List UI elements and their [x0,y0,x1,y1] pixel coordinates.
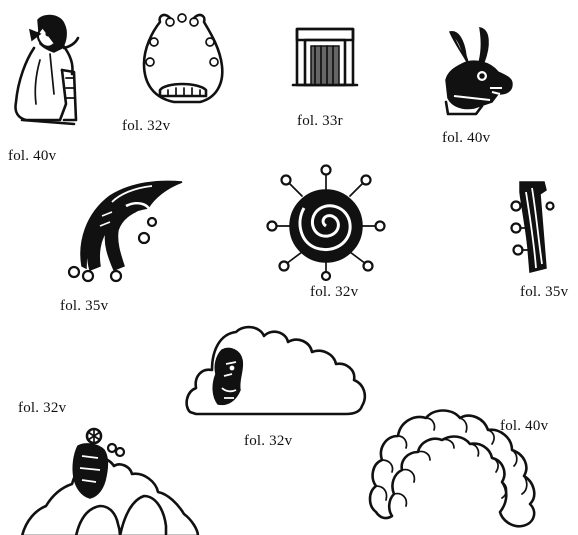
caption-puffy-arch: fol. 40v [500,418,549,434]
caption-cloud-mountain-face: fol. 32v [244,433,293,449]
caption-left-mountain: fol. 32v [18,400,67,416]
caption-rabbit-head: fol. 40v [442,130,491,146]
framed-box-glyph [290,24,362,92]
rabbit-head-glyph [432,22,522,122]
spiral-fan-glyph [56,176,186,282]
caption-seated-figure: fol. 40v [8,148,57,164]
caption-spiral-fan: fol. 35v [60,298,109,314]
left-mountain-glyph [16,426,206,535]
round-spiral-glyph [262,164,390,280]
caption-framed-box: fol. 33r [297,113,343,129]
caption-round-spiral: fol. 32v [310,284,359,300]
hill-shape-glyph [134,8,232,108]
narrow-banded-glyph [506,178,554,276]
caption-hill-shape: fol. 32v [122,118,171,134]
seated-figure-glyph [4,8,84,138]
cloud-mountain-face-glyph [182,320,372,420]
caption-narrow-banded: fol. 35v [520,284,569,300]
